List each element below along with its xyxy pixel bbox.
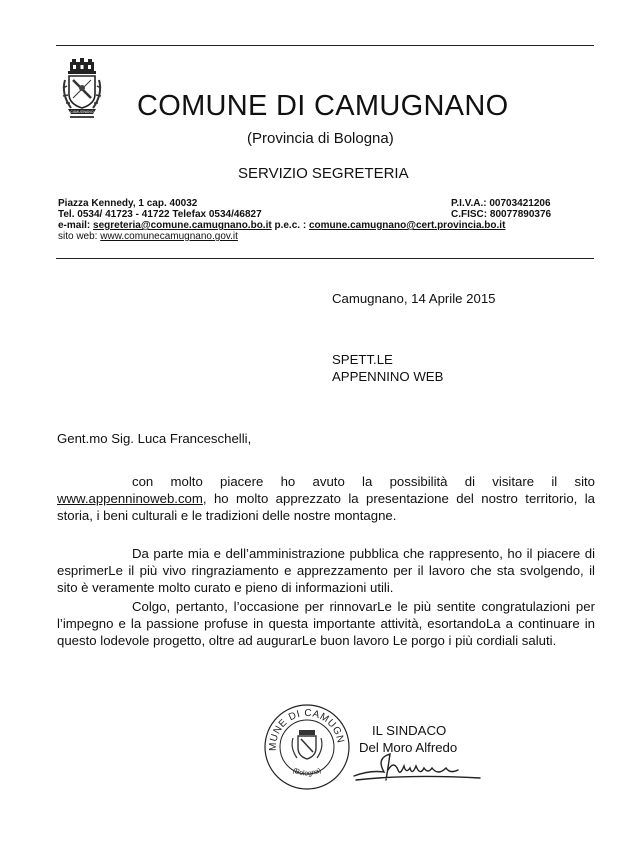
- municipal-seal-stamp: [262, 702, 352, 792]
- pec-label: p.e.c. :: [274, 220, 307, 231]
- province-subtitle: (Provincia di Bologna): [247, 130, 394, 147]
- letter-date: Camugnano, 14 Aprile 2015: [332, 291, 496, 306]
- crest-caption: CAMUGNANO: [70, 110, 94, 114]
- email-line: [58, 220, 505, 231]
- paragraph-3: Colgo, pertanto, l’occasione per rinnovarLe le più sentite congratulazioni per l’impegno e la passione profuse in questa importante attività, esortandoLa a continuare in questo lodevole progetto, oltre ad augurarLe buon lavoro Le porgo i più cordiali saluti.: [57, 599, 595, 648]
- paragraph-2: Da parte mia e dell’amministrazione pubblica che rappresento, ho il piacere di esprimerLe il più vivo ringraziamento e apprezzamento per il lavoro che sta svolgendo, il sito è veramente molto curato e pieno di informazioni utili.: [57, 546, 595, 595]
- header-divider: [56, 258, 594, 259]
- svg-text:COMUNE DI CAMUGNANO: [262, 702, 346, 751]
- email-label: e-mail:: [58, 220, 91, 231]
- paragraph-1: www.appenninoweb.com, ho molto apprezzato la presentazione del nostro territorio, la storia, i beni culturali e le tradizioni delle nostre montagne.: [57, 491, 595, 523]
- website-line: [58, 231, 238, 242]
- website-link[interactable]: www.comunecamugnano.gov.it: [100, 231, 238, 242]
- seal-text: MUNE DI CAMUGN: [267, 707, 346, 752]
- website-label: sito web:: [58, 231, 98, 242]
- salutation: Gent.mo Sig. Luca Franceschelli,: [57, 431, 252, 446]
- seal-bottom-text: (Bologna): [291, 767, 323, 778]
- email-link[interactable]: segreteria@comune.camugnano.bo.it: [93, 220, 272, 231]
- mayor-name: Del Moro Alfredo: [359, 740, 458, 755]
- phone-line: Tel. 0534/ 41723 - 41722 Telefax 0534/46827: [58, 209, 262, 220]
- service-name: SERVIZIO SEGRETERIA: [238, 165, 409, 182]
- tax-code: C.FISC: 80077890376: [451, 209, 552, 220]
- pec-link[interactable]: comune.camugnano@cert.provincia.bo.it: [308, 220, 506, 231]
- recipient-line-2: APPENNINO WEB: [332, 369, 444, 384]
- recipient-line-1: SPETT.LE: [332, 352, 393, 367]
- mayor-title: IL SINDACO: [372, 723, 447, 738]
- appenninoweb-link[interactable]: www.appenninoweb.com: [57, 491, 203, 506]
- top-divider: [56, 45, 594, 46]
- municipality-title: COMUNE DI CAMUGNANO: [137, 90, 509, 122]
- handwritten-signature: [350, 750, 490, 788]
- vat-number: P.I.V.A.: 00703421206: [451, 198, 551, 209]
- municipal-crest-logo: [58, 58, 106, 124]
- paragraph-1-first-line: con molto piacere ho avuto la possibilità di visitare il sito: [132, 474, 595, 489]
- svg-text:(Bologna): [291, 767, 322, 777]
- address-line: Piazza Kennedy, 1 cap. 40032: [58, 198, 198, 209]
